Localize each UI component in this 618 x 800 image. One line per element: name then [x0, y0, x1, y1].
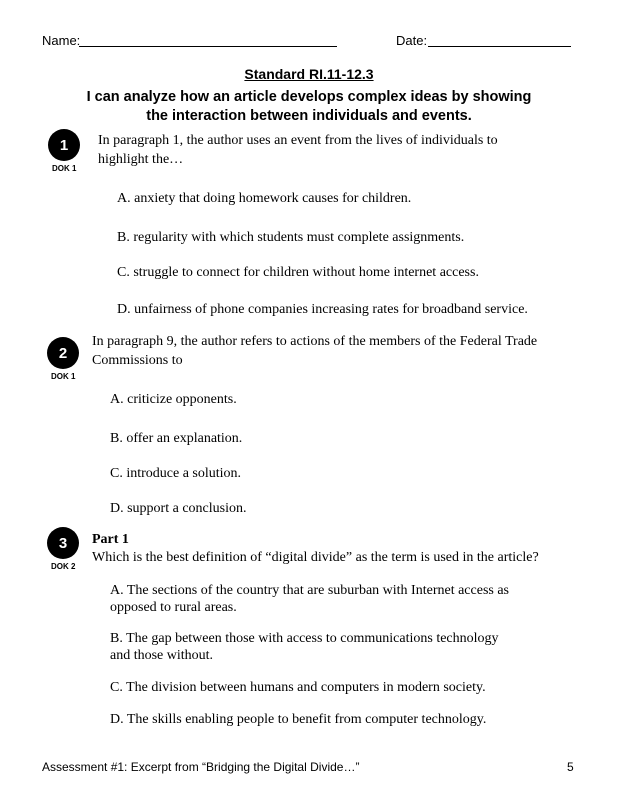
question-3-option-b-line-1[interactable]: B. The gap between those with access to communications technology: [110, 631, 499, 646]
question-2-option-d[interactable]: D. support a conclusion.: [110, 501, 247, 516]
question-2-option-a[interactable]: A. criticize opponents.: [110, 392, 237, 407]
question-1-number-badge: 1: [48, 129, 80, 161]
name-label: Name:: [42, 33, 81, 48]
question-1-stem-line-2: highlight the…: [98, 152, 184, 167]
question-1-option-b[interactable]: B. regularity with which students must complete assignments.: [117, 230, 465, 245]
question-3-option-a-line-2[interactable]: opposed to rural areas.: [110, 600, 237, 615]
name-field[interactable]: [79, 46, 337, 47]
date-field[interactable]: [428, 46, 571, 47]
question-2-number-badge: 2: [47, 337, 79, 369]
question-3-stem: Which is the best definition of “digital divide” as the term is used in the article?: [92, 550, 539, 565]
question-3-part-label: Part 1: [92, 532, 129, 547]
question-3-option-b-line-2[interactable]: and those without.: [110, 648, 214, 663]
question-2-option-b[interactable]: B. offer an explanation.: [110, 431, 243, 446]
question-3-option-a-line-1[interactable]: A. The sections of the country that are suburban with Internet access as: [110, 583, 509, 598]
question-2-stem-line-1: In paragraph 9, the author refers to actions of the members of the Federal Trade: [92, 334, 538, 349]
question-1-option-c[interactable]: C. struggle to connect for children without home internet access.: [117, 265, 479, 280]
objective-line-1: I can analyze how an article develops complex ideas by showing: [86, 89, 532, 105]
question-3-number-badge: 3: [47, 527, 79, 559]
question-3-dok: DOK 2: [51, 562, 76, 571]
footer-title: Assessment #1: Excerpt from “Bridging the Digital Divide…”: [42, 760, 360, 774]
objective-line-2: the interaction between individuals and events.: [146, 108, 472, 124]
question-2-option-c[interactable]: C. introduce a solution.: [110, 466, 242, 481]
question-3-option-c[interactable]: C. The division between humans and computers in modern society.: [110, 680, 486, 695]
question-1-option-a[interactable]: A. anxiety that doing homework causes for children.: [117, 191, 412, 206]
question-1-option-d[interactable]: D. unfairness of phone companies increasing rates for broadband service.: [117, 302, 528, 317]
question-1-stem-line-1: In paragraph 1, the author uses an event from the lives of individuals to: [98, 133, 498, 148]
question-1-dok: DOK 1: [52, 164, 77, 173]
standard-title: Standard RI.11-12.3: [244, 66, 374, 82]
question-3-option-d[interactable]: D. The skills enabling people to benefit from computer technology.: [110, 712, 487, 727]
question-2-dok: DOK 1: [51, 372, 76, 381]
date-label: Date:: [396, 33, 428, 48]
question-2-stem-line-2: Commissions to: [92, 353, 183, 368]
page-number: 5: [567, 760, 574, 774]
